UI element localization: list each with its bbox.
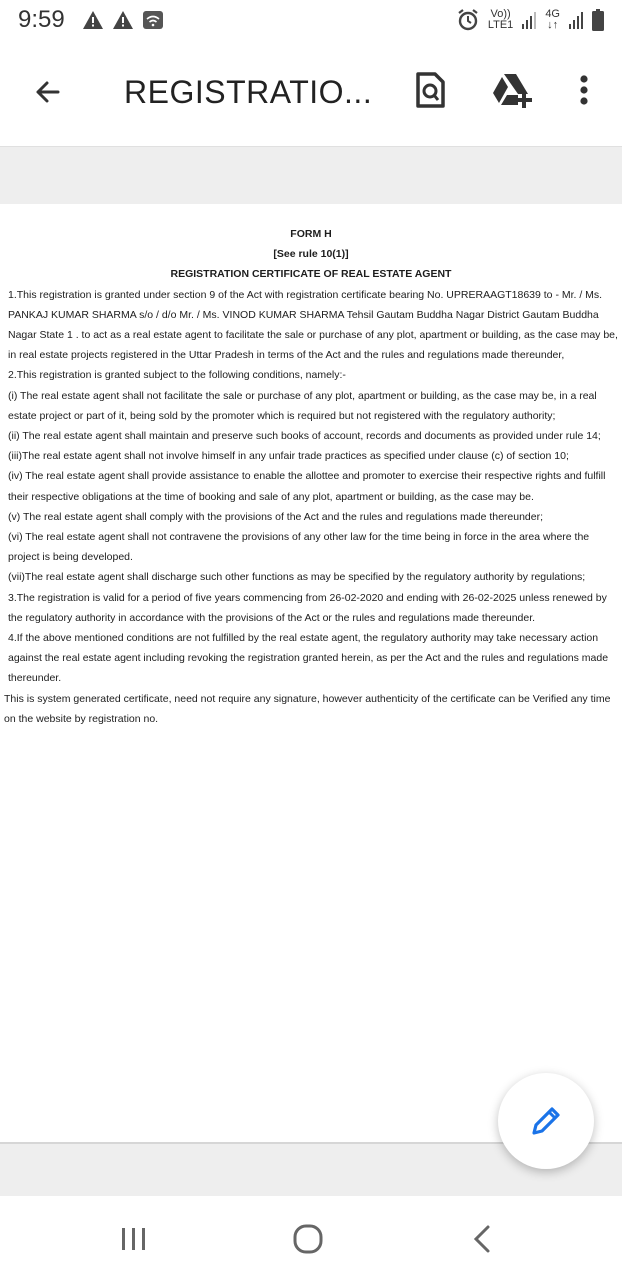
more-vert-icon xyxy=(564,70,604,110)
system-nav-bar xyxy=(0,1196,622,1280)
page-title: REGISTRATIO... xyxy=(124,74,373,110)
condition-vii: (vii)The real estate agent shall discharge such other functions as may be specified by the regulatory authority by regulations; xyxy=(8,571,586,584)
add-to-drive-button[interactable] xyxy=(490,70,534,114)
signal-icon xyxy=(568,10,584,30)
home-button[interactable] xyxy=(288,1222,328,1256)
back-nav-button[interactable] xyxy=(462,1222,502,1256)
volte-top: Vo)) xyxy=(490,8,511,20)
recent-apps-button[interactable] xyxy=(114,1222,154,1256)
add-to-drive-icon xyxy=(490,70,534,110)
condition-vi: (vi) The real estate agent shall not contravene the provisions of any other law for the time being in force in the area where the project is being developed. xyxy=(8,531,590,564)
notification-icons xyxy=(82,10,164,30)
chevron-left-icon xyxy=(462,1222,502,1256)
find-in-page-button[interactable] xyxy=(410,70,454,114)
warning-icon xyxy=(82,10,104,30)
condition-iv: (iv) The real estate agent shall provide assistance to enable the allottee and promoter to exercise their respective rights and fulfill their respective obligations at the time of booking and sale of any plot, apartment or building, as the case may be. xyxy=(8,470,606,503)
clause-4: 4.If the above mentioned conditions are not fulfilled by the real estate agent, the regulatory authority may take necessary action against the real estate agent including revoking the registration granted herein, as per the Act and the rules and regulations made thereunder. xyxy=(8,632,609,685)
condition-ii: (ii) The real estate agent shall maintain and preserve such books of account, records and documents as provided under rule 14; xyxy=(8,430,601,443)
data-type: 4G xyxy=(545,8,560,20)
data-label xyxy=(545,9,560,31)
edit-fab-button[interactable] xyxy=(498,1073,594,1169)
certificate-footer-note: This is system generated certificate, need not require any signature, however authenticity of the certificate can be Verified any time on the website by registration no. xyxy=(4,692,611,725)
warning-icon xyxy=(112,10,134,30)
condition-i: (i) The real estate agent shall not facilitate the sale or purchase of any plot, apartment or building, as the case may be, in a real estate project or part of it, being sold by the promoter which is required but not registered with the regulatory authority; xyxy=(8,389,597,422)
document-content xyxy=(4,224,618,729)
more-options-button[interactable] xyxy=(564,70,608,114)
condition-v: (v) The real estate agent shall comply with the provisions of the Act and the rules and regulations made thereunder; xyxy=(8,510,544,523)
data-arrows: ↓↑ xyxy=(547,19,559,31)
form-subheading: [See rule 10(1)] xyxy=(273,248,349,261)
wifi-icon xyxy=(142,10,164,30)
volte-bottom: LTE1 xyxy=(487,19,514,31)
volte-label xyxy=(488,9,513,31)
clause-2: 2.This registration is granted subject to the following conditions, namely:- xyxy=(8,369,346,382)
recent-apps-icon xyxy=(114,1222,154,1256)
document-top-gutter xyxy=(0,146,622,205)
app-bar xyxy=(0,44,622,146)
back-button[interactable] xyxy=(28,72,68,112)
find-in-page-icon xyxy=(410,70,450,110)
status-bar xyxy=(0,0,622,44)
certificate-title: REGISTRATION CERTIFICATE OF REAL ESTATE AGENT xyxy=(170,268,452,281)
condition-iii: (iii)The real estate agent shall not involve himself in any unfair trade practices as specified under clause (c) of section 10; xyxy=(8,450,569,463)
clause-3: 3.The registration is valid for a period of five years commencing from 26-02-2020 and ending with 26-02-2025 unless renewed by the regulatory authority in accordance with the provisions of the Act or the rules and regulations made thereunder. xyxy=(8,591,607,624)
back-arrow-icon xyxy=(28,72,68,112)
clause-1: 1.This registration is granted under section 9 of the Act with registration certificate bearing No. UPRERAAGT18639 to - Mr. / Ms. PANKAJ KUMAR SHARMA s/o / d/o Mr. / Ms. VINOD KUMAR SHARMA Tehsil Gautam Buddha Nagar District Gautam Buddha Nagar State 1 . to act as a real estate agent to facilitate the sale or purchase of any plot, apartment or building, as the case may be, in real estate projects registered in the Uttar Pradesh in terms of the Act and the rules and regulations made thereunder, xyxy=(8,288,618,362)
document-page[interactable] xyxy=(0,204,622,1142)
home-icon xyxy=(288,1222,328,1256)
signal-icon xyxy=(521,10,537,30)
battery-icon xyxy=(592,9,604,31)
edit-pencil-icon xyxy=(528,1103,564,1139)
alarm-icon xyxy=(456,8,480,32)
system-icons xyxy=(456,8,604,32)
status-time: 9:59 xyxy=(18,6,65,33)
form-heading: FORM H xyxy=(290,228,332,240)
